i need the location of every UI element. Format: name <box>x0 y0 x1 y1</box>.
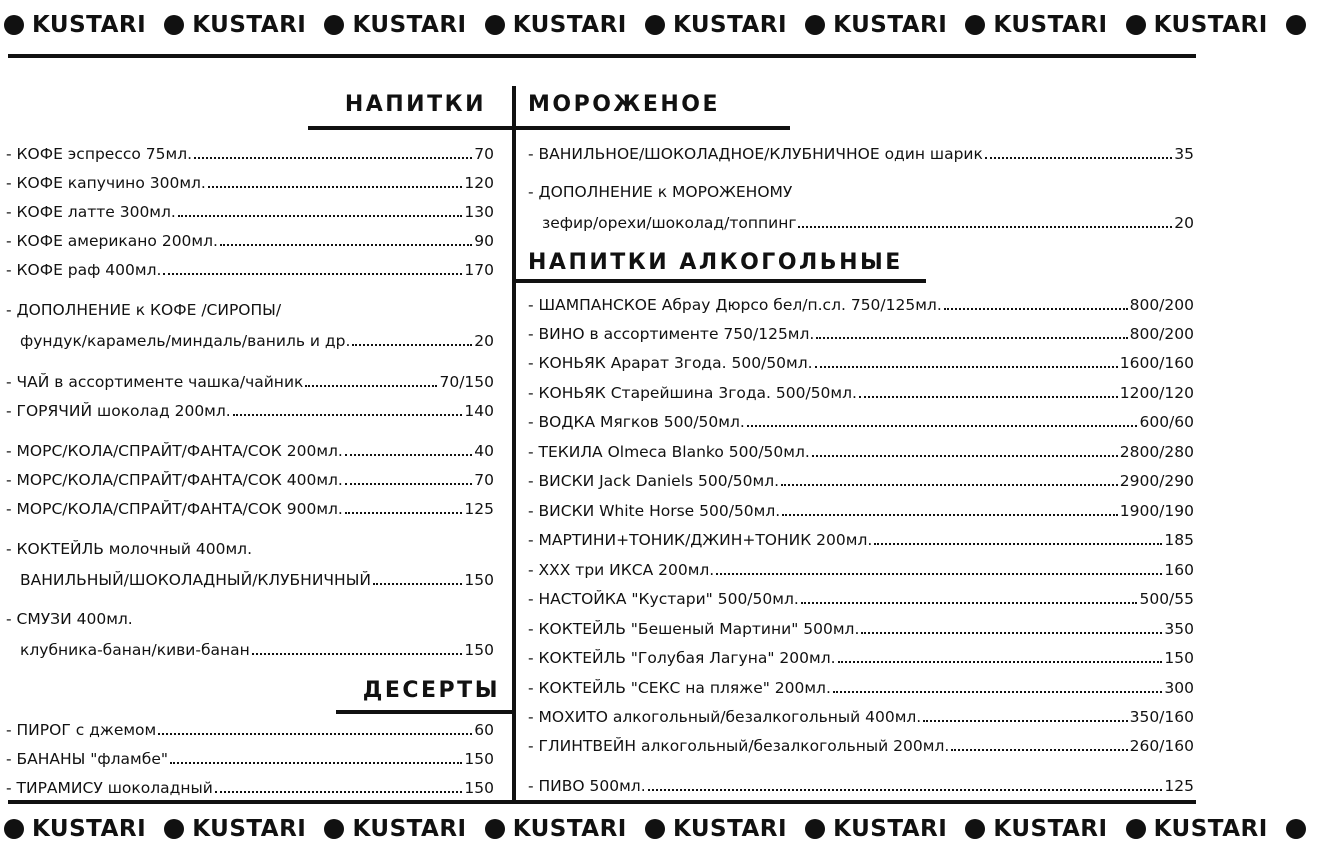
dot-leader <box>373 583 462 585</box>
item-price: 60 <box>474 721 494 739</box>
item-label: - ВИСКИ Jack Daniels 500/50мл. <box>528 472 780 490</box>
dot-leader <box>252 653 463 655</box>
item-label: - ПИВО 500мл. <box>528 777 646 795</box>
item-label: - КОФЕ раф 400мл. <box>6 261 162 279</box>
banner-item <box>805 12 947 38</box>
item-label: - МОРС/КОЛА/СПРАЙТ/ФАНТА/СОК 200мл. <box>6 442 343 460</box>
bottom-banner <box>0 816 1268 856</box>
item-price: 70 <box>474 471 494 489</box>
banner-item <box>1126 12 1268 38</box>
dot-leader <box>163 273 462 275</box>
item-label: - КОКТЕЙЛЬ "Голубая Лагуна" 200мл. <box>528 649 836 667</box>
dot-leader <box>170 762 462 764</box>
brand-word: KUSTARI <box>672 816 788 842</box>
item-label: - КОКТЕЙЛЬ "СЕКС на пляже" 200мл. <box>528 679 831 697</box>
menu-item <box>6 468 494 490</box>
menu-item <box>6 718 494 740</box>
circle-icon <box>4 819 24 839</box>
item-price: 150 <box>464 750 494 768</box>
brand-word: KUSTARI <box>1153 816 1268 842</box>
item-price: 125 <box>1164 777 1194 795</box>
item-label: - ХХХ три ИКСА 200мл. <box>528 561 715 579</box>
circle-icon <box>805 15 825 35</box>
brand-word: KUSTARI <box>512 816 627 842</box>
dot-leader <box>944 308 1128 310</box>
item-label: - ВИНО в ассортименте 750/125мл. <box>528 325 815 343</box>
item-label: - КОФЕ эспрессо 75мл. <box>6 145 193 163</box>
item-label: - КОФЕ латте 300мл. <box>6 203 176 221</box>
item-label: - ТИРАМИСУ шоколадный <box>6 779 213 797</box>
item-label: - КОФЕ американо 200мл. <box>6 232 218 250</box>
menu-item <box>6 370 494 392</box>
menu-item <box>6 258 494 280</box>
item-price: 130 <box>464 203 494 221</box>
banner-item <box>485 12 627 38</box>
dot-leader <box>345 483 472 485</box>
menu-item <box>528 410 1194 432</box>
top-banner <box>0 12 1268 52</box>
banner-item <box>645 12 787 38</box>
item-price: 2900/290 <box>1119 472 1194 490</box>
item-label: - МОРС/КОЛА/СПРАЙТ/ФАНТА/СОК 400мл. <box>6 471 343 489</box>
circle-icon <box>164 819 184 839</box>
item-label: - КОНЬЯК Арарат 3года. 500/50мл. <box>528 354 813 372</box>
item-price: 125 <box>464 500 494 518</box>
menu-item <box>6 399 494 421</box>
menu-item <box>528 322 1194 344</box>
menu-item <box>6 776 494 798</box>
menu-item <box>528 774 1194 796</box>
dot-leader <box>208 186 463 188</box>
menu-item <box>528 528 1194 550</box>
item-price: 160 <box>1164 561 1194 579</box>
item-price: 500/55 <box>1139 590 1194 608</box>
circle-icon <box>4 15 24 35</box>
circle-icon <box>1286 819 1306 839</box>
item-price: 120 <box>464 174 494 192</box>
brand-word: KUSTARI <box>672 12 788 38</box>
brand-word: KUSTARI <box>1153 12 1268 38</box>
menu-item <box>528 351 1194 373</box>
circle-icon <box>645 15 665 35</box>
item-price: 800/200 <box>1129 296 1194 314</box>
heading-drinks: НАПИТКИ <box>344 92 486 117</box>
heading-desserts: ДЕСЕРТЫ <box>362 678 500 703</box>
dot-leader <box>345 512 463 514</box>
circle-icon <box>1126 819 1146 839</box>
item-label: клубника-банан/киви-банан <box>20 641 250 659</box>
circle-icon <box>965 819 985 839</box>
item-price: 90 <box>474 232 494 250</box>
dot-leader <box>861 632 1162 634</box>
item-price: 20 <box>474 332 494 350</box>
item-label: - ВИСКИ White Horse 500/50мл. <box>528 502 781 520</box>
menu-item <box>20 329 494 351</box>
menu-item <box>528 558 1194 580</box>
brand-word: KUSTARI <box>32 816 147 842</box>
menu-item <box>6 747 494 769</box>
heading-underline <box>514 126 790 130</box>
dot-leader <box>816 337 1127 339</box>
dot-leader <box>985 157 1172 159</box>
dot-leader <box>716 573 1162 575</box>
item-label: зефир/орехи/шоколад/топпинг <box>542 214 797 232</box>
item-price: 170 <box>464 261 494 279</box>
item-price: 20 <box>1174 214 1194 232</box>
menu-item <box>528 293 1194 315</box>
banner-item <box>965 816 1107 842</box>
banner-item <box>4 12 146 38</box>
menu-item <box>528 142 1194 164</box>
item-label: - КОНЬЯК Старейшина 3года. 500/50мл. <box>528 384 857 402</box>
item-price: 70 <box>474 145 494 163</box>
item-price: 35 <box>1174 145 1194 163</box>
menu-item <box>528 734 1194 756</box>
menu-item <box>528 617 1194 639</box>
item-label: - МАРТИНИ+ТОНИК/ДЖИН+ТОНИК 200мл. <box>528 531 873 549</box>
banner-item <box>4 816 146 842</box>
menu-item <box>528 381 1194 403</box>
item-price: 1900/190 <box>1119 502 1194 520</box>
banner-item <box>645 816 787 842</box>
item-label: - КОФЕ капучино 300мл. <box>6 174 206 192</box>
dot-leader <box>648 789 1163 791</box>
menu-item <box>542 211 1194 233</box>
circle-icon <box>1286 15 1306 35</box>
item-label: - ПИРОГ с джемом <box>6 721 157 739</box>
banner-item <box>324 12 466 38</box>
menu-item <box>6 229 494 251</box>
dot-leader <box>158 733 472 735</box>
brand-word: KUSTARI <box>833 816 948 842</box>
dot-leader <box>812 455 1118 457</box>
circle-icon <box>645 819 665 839</box>
item-price: 185 <box>1164 531 1194 549</box>
item-label: - МОХИТО алкогольный/безалкогольный 400мл. <box>528 708 922 726</box>
dot-leader <box>178 215 463 217</box>
circle-icon <box>805 819 825 839</box>
circle-icon <box>164 15 184 35</box>
dot-leader <box>923 720 1127 722</box>
item-label: - ВАНИЛЬНОЕ/ШОКОЛАДНОЕ/КЛУБНИЧНОЕ один шарик <box>528 145 983 163</box>
item-label: - ЧАЙ в ассортименте чашка/чайник <box>6 373 304 391</box>
brand-word: KUSTARI <box>32 12 147 38</box>
dot-leader <box>220 244 472 246</box>
smoothie-title: - СМУЗИ 400мл. <box>6 610 133 628</box>
menu-item <box>20 638 494 660</box>
item-label: - ТЕКИЛА Olmeca Blanko 500/50мл. <box>528 443 810 461</box>
dot-leader <box>874 543 1162 545</box>
item-label: - БАНАНЫ "фламбе" <box>6 750 168 768</box>
heading-underline <box>336 710 514 714</box>
banner-item <box>805 816 947 842</box>
dot-leader <box>215 791 463 793</box>
icecream-addon-title: - ДОПОЛНЕНИЕ к МОРОЖЕНОМУ <box>528 183 793 201</box>
banner-item <box>324 816 466 842</box>
item-price: 260/160 <box>1129 737 1194 755</box>
dot-leader <box>801 602 1138 604</box>
item-price: 150 <box>464 641 494 659</box>
menu-item <box>528 499 1194 521</box>
item-label: - ШАМПАНСКОЕ Абрау Дюрсо бел/п.сл. 750/125мл. <box>528 296 942 314</box>
circle-icon <box>965 15 985 35</box>
menu-item <box>6 200 494 222</box>
menu-item <box>528 587 1194 609</box>
dot-leader <box>305 385 437 387</box>
dot-leader <box>838 661 1163 663</box>
item-label: - ВОДКА Мягков 500/50мл. <box>528 413 745 431</box>
circle-icon <box>324 819 344 839</box>
circle-icon <box>1126 15 1146 35</box>
coffee-addon-title: - ДОПОЛНЕНИЕ к КОФЕ /СИРОПЫ/ <box>6 301 282 319</box>
item-label: - МОРС/КОЛА/СПРАЙТ/ФАНТА/СОК 900мл. <box>6 500 343 518</box>
dot-leader <box>747 425 1138 427</box>
dot-leader <box>352 344 472 346</box>
heading-icecream: МОРОЖЕНОЕ <box>528 92 721 117</box>
menu-item <box>528 676 1194 698</box>
top-rule <box>8 54 1196 58</box>
banner-item <box>164 816 306 842</box>
dot-leader <box>781 484 1118 486</box>
item-price: 150 <box>464 779 494 797</box>
bottom-rule <box>8 800 1196 804</box>
dot-leader <box>798 226 1172 228</box>
item-price: 2800/280 <box>1119 443 1194 461</box>
circle-icon <box>485 15 505 35</box>
circle-icon <box>485 819 505 839</box>
item-label: фундук/карамель/миндаль/ваниль и др. <box>20 332 351 350</box>
menu-item <box>20 568 494 590</box>
menu-item <box>6 142 494 164</box>
item-label: ВАНИЛЬНЫЙ/ШОКОЛАДНЫЙ/КЛУБНИЧНЫЙ <box>20 571 371 589</box>
brand-word: KUSTARI <box>833 12 948 38</box>
dot-leader <box>815 366 1118 368</box>
item-label: - НАСТОЙКА "Кустари" 500/50мл. <box>528 590 799 608</box>
item-price: 1200/120 <box>1119 384 1194 402</box>
brand-word: KUSTARI <box>512 12 627 38</box>
item-price: 1600/160 <box>1119 354 1194 372</box>
item-label: - ГЛИНТВЕЙН алкогольный/безалкогольный 200мл. <box>528 737 950 755</box>
item-price: 800/200 <box>1129 325 1194 343</box>
brand-word: KUSTARI <box>352 816 467 842</box>
item-label: - КОКТЕЙЛЬ "Бешеный Мартини" 500мл. <box>528 620 860 638</box>
dot-leader <box>951 749 1127 751</box>
brand-word: KUSTARI <box>993 12 1108 38</box>
item-price: 40 <box>474 442 494 460</box>
banner-item <box>485 816 627 842</box>
brand-word: KUSTARI <box>993 816 1108 842</box>
heading-underline <box>308 126 514 130</box>
item-price: 150 <box>464 571 494 589</box>
menu-item <box>528 705 1194 727</box>
dot-leader <box>233 414 463 416</box>
heading-alcohol: НАПИТКИ АЛКОГОЛЬНЫЕ <box>528 250 903 275</box>
column-divider <box>512 86 516 800</box>
brand-word: KUSTARI <box>192 816 307 842</box>
banner-item <box>164 12 306 38</box>
item-price: 600/60 <box>1139 413 1194 431</box>
heading-underline <box>514 279 926 283</box>
circle-icon <box>324 15 344 35</box>
brand-word: KUSTARI <box>352 12 467 38</box>
menu-item <box>528 469 1194 491</box>
brand-word: KUSTARI <box>192 12 307 38</box>
dot-leader <box>833 691 1163 693</box>
dot-leader <box>782 514 1118 516</box>
item-price: 300 <box>1164 679 1194 697</box>
item-price: 140 <box>464 402 494 420</box>
item-price: 150 <box>1164 649 1194 667</box>
item-price: 350/160 <box>1129 708 1194 726</box>
menu-item <box>6 497 494 519</box>
banner-item <box>1286 15 1314 35</box>
dot-leader <box>859 396 1118 398</box>
banner-item <box>1286 819 1314 839</box>
dot-leader <box>345 454 472 456</box>
item-price: 70/150 <box>439 373 494 391</box>
dot-leader <box>194 157 472 159</box>
menu-item <box>528 646 1194 668</box>
item-price: 350 <box>1164 620 1194 638</box>
menu-item <box>528 440 1194 462</box>
item-label: - ГОРЯЧИЙ шоколад 200мл. <box>6 402 231 420</box>
menu-item <box>6 439 494 461</box>
banner-item <box>1126 816 1268 842</box>
banner-item <box>965 12 1107 38</box>
menu-item <box>6 171 494 193</box>
milkshake-title: - КОКТЕЙЛЬ молочный 400мл. <box>6 540 253 558</box>
